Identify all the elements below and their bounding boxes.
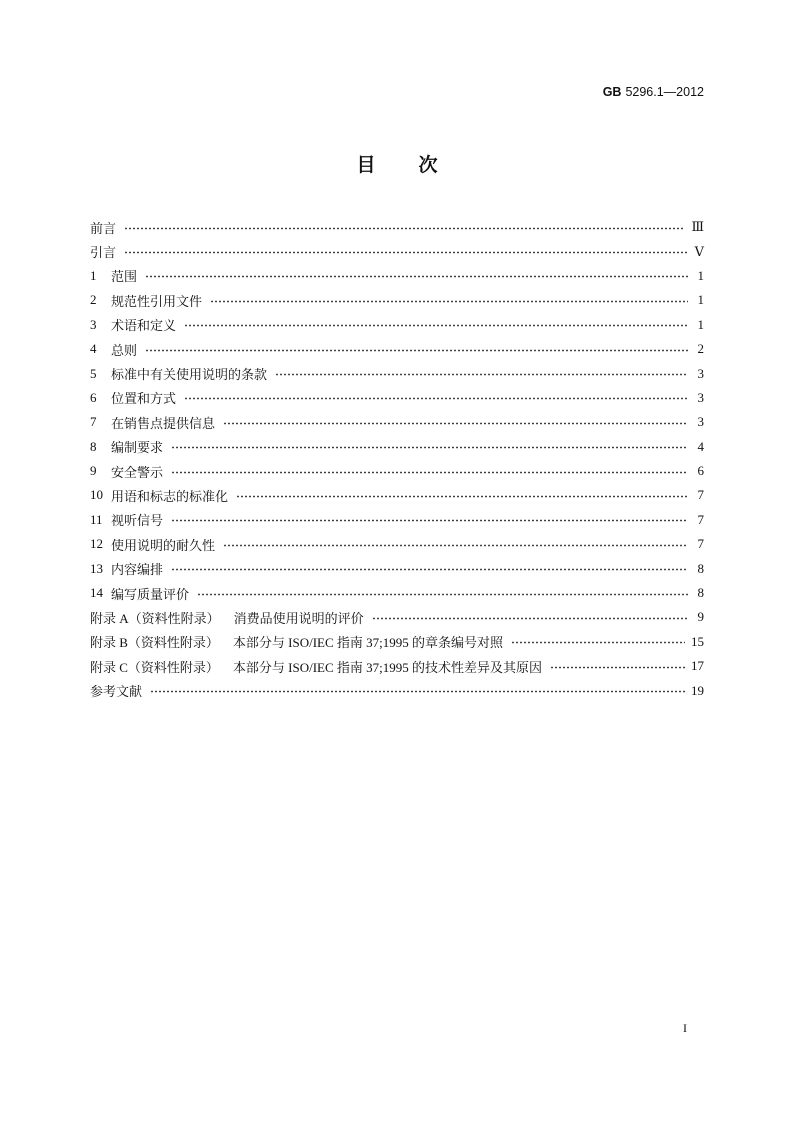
toc-annex-label: 附录 B（资料性附录） <box>90 635 219 651</box>
toc-entry-page: 7 <box>697 511 704 527</box>
standard-number <box>603 84 704 100</box>
toc-entry-number: 5 <box>90 365 97 381</box>
dot-leader <box>372 617 688 620</box>
toc-entry[interactable] <box>90 678 704 702</box>
dot-leader <box>145 275 688 278</box>
toc-entry[interactable] <box>90 313 704 337</box>
toc-entry[interactable] <box>90 654 704 678</box>
toc-entry-number: 8 <box>90 438 97 454</box>
toc-entry-page: 3 <box>697 365 704 381</box>
standard-prefix: GB <box>602 85 622 99</box>
toc-entry-number: 10 <box>90 487 103 503</box>
toc-entry-title: 在销售点提供信息 <box>111 415 216 431</box>
toc-entry-title: 内容编排 <box>111 562 164 578</box>
toc-entry-title: 安全警示 <box>111 464 164 480</box>
toc-entry-page: 8 <box>697 585 704 601</box>
toc-entry-title: 消费品使用说明的评价 <box>233 610 364 626</box>
dot-leader <box>171 446 688 449</box>
dot-leader <box>171 568 688 571</box>
toc-entry[interactable] <box>90 483 704 507</box>
toc-entry[interactable] <box>90 215 704 239</box>
table-of-contents <box>90 215 704 703</box>
toc-entry[interactable] <box>90 556 704 580</box>
toc-entry-page: 7 <box>697 536 704 552</box>
toc-entry[interactable] <box>90 288 704 312</box>
toc-entry-page: 6 <box>697 463 704 479</box>
page-number: I <box>683 1021 687 1035</box>
dot-leader <box>184 397 688 400</box>
page-title: 目 次 <box>356 154 450 176</box>
toc-entry-title: 使用说明的耐久性 <box>111 537 216 553</box>
standard-code: 5296.1—2012 <box>625 85 704 99</box>
toc-entry[interactable] <box>90 239 704 263</box>
toc-entry-number: 14 <box>90 585 103 601</box>
toc-entry[interactable] <box>90 386 704 410</box>
toc-entry-title: 用语和标志的标准化 <box>111 488 229 504</box>
toc-entry-page: Ⅴ <box>694 243 704 259</box>
toc-entry-title: 范围 <box>111 269 138 285</box>
toc-entry-page: 7 <box>697 487 704 503</box>
toc-entry[interactable] <box>90 605 704 629</box>
dot-leader <box>223 544 688 547</box>
toc-entry-number: 1 <box>90 267 97 283</box>
toc-entry[interactable] <box>90 532 704 556</box>
toc-entry-page: Ⅲ <box>691 219 704 235</box>
toc-entry-page: 8 <box>697 560 704 576</box>
toc-entry-page: 1 <box>697 292 704 308</box>
toc-entry[interactable] <box>90 630 704 654</box>
dot-leader <box>150 690 685 693</box>
dot-leader <box>145 349 688 352</box>
toc-entry-number: 7 <box>90 414 97 430</box>
toc-entry-page: 4 <box>697 438 704 454</box>
dot-leader <box>550 666 685 669</box>
toc-entry[interactable] <box>90 459 704 483</box>
toc-annex-label: 附录 C（资料性附录） <box>90 659 219 675</box>
toc-entry-title: 本部分与 ISO/IEC 指南 37;1995 的技术性差异及其原因 <box>232 659 543 675</box>
toc-entry-page: 1 <box>697 267 704 283</box>
toc-entry-title: 引言 <box>90 245 117 261</box>
toc-entry[interactable] <box>90 508 704 532</box>
toc-entry-title: 总则 <box>111 342 138 358</box>
toc-entry-number: 9 <box>90 463 97 479</box>
dot-leader <box>171 471 688 474</box>
dot-leader <box>124 251 688 254</box>
toc-entry-title: 术语和定义 <box>111 318 177 334</box>
dot-leader <box>210 300 688 303</box>
toc-entry-title: 标准中有关使用说明的条款 <box>111 367 268 383</box>
toc-entry[interactable] <box>90 581 704 605</box>
toc-entry-page: 3 <box>697 389 704 405</box>
toc-entry[interactable] <box>90 361 704 385</box>
toc-annex-label: 附录 A（资料性附录） <box>90 610 220 626</box>
toc-entry[interactable] <box>90 410 704 434</box>
toc-entry-title: 规范性引用文件 <box>111 293 203 309</box>
dot-leader <box>197 593 688 596</box>
toc-entry-number: 12 <box>90 536 103 552</box>
toc-entry-title: 编制要求 <box>111 440 164 456</box>
dot-leader <box>275 373 688 376</box>
toc-entry-page: 2 <box>697 341 704 357</box>
dot-leader <box>184 324 688 327</box>
toc-entry-title: 视听信号 <box>111 513 164 529</box>
toc-entry-number: 3 <box>90 316 97 332</box>
toc-entry-number: 11 <box>90 511 103 527</box>
toc-entry-number: 13 <box>90 560 103 576</box>
toc-entry-title: 编写质量评价 <box>111 586 190 602</box>
toc-entry[interactable] <box>90 264 704 288</box>
toc-entry-page: 19 <box>691 682 704 698</box>
toc-entry-number: 2 <box>90 292 97 308</box>
toc-entry[interactable] <box>90 337 704 361</box>
toc-entry-number: 4 <box>90 341 97 357</box>
toc-entry-page: 17 <box>691 658 704 674</box>
toc-entry-title: 位置和方式 <box>111 391 177 407</box>
toc-entry-title: 参考文献 <box>90 684 143 700</box>
dot-leader <box>124 227 685 230</box>
dot-leader <box>511 641 685 644</box>
toc-entry-number: 6 <box>90 389 97 405</box>
toc-entry[interactable] <box>90 435 704 459</box>
toc-entry-page: 3 <box>697 414 704 430</box>
toc-entry-page: 9 <box>697 609 704 625</box>
dot-leader <box>223 422 688 425</box>
toc-entry-page: 15 <box>691 633 704 649</box>
dot-leader <box>236 495 688 498</box>
toc-entry-title: 本部分与 ISO/IEC 指南 37;1995 的章条编号对照 <box>232 635 504 651</box>
toc-entry-title: 前言 <box>90 220 117 236</box>
toc-entry-page: 1 <box>697 316 704 332</box>
dot-leader <box>171 519 688 522</box>
